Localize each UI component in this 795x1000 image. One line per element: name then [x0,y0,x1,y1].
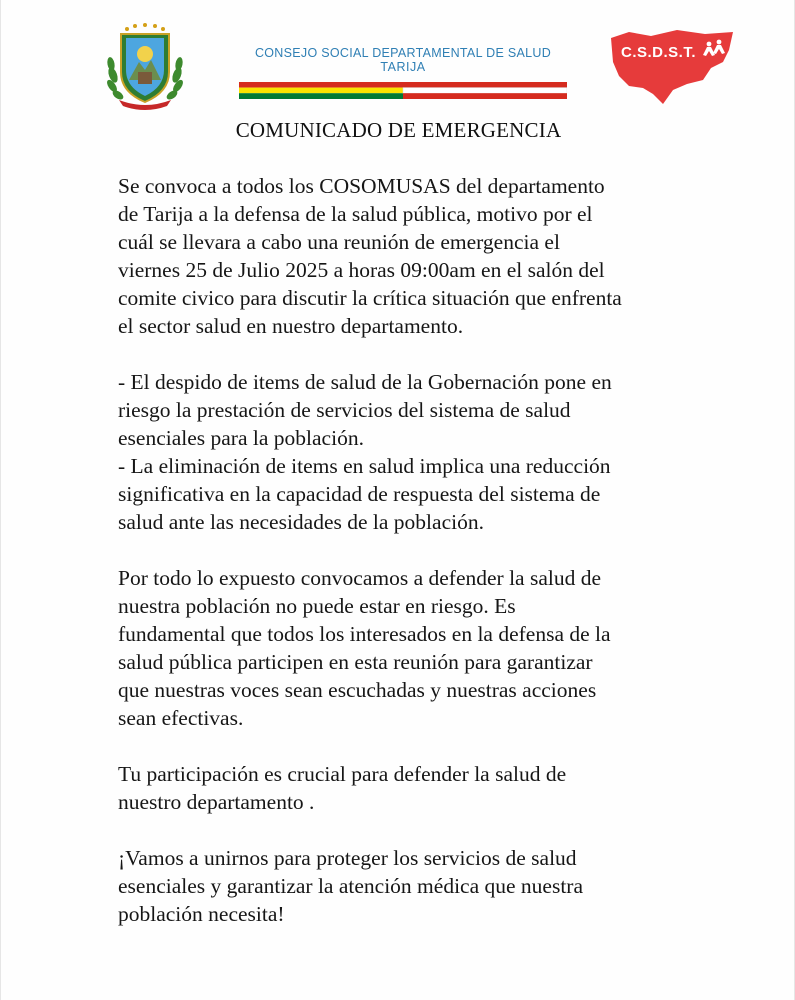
paragraph-point-1: - El despido de items de salud de la Gobernación pone en riesgo la prestación de servicios del sistema de salud esenciales para la población. [118,370,612,450]
paragraph-closing: ¡Vamos a unirnos para proteger los servicios de salud esenciales y garantizar la atención médica que nuestra población necesita! [118,846,584,926]
paragraph-participation: Tu participación es crucial para defender la salud de nuestro departamento . [118,762,567,814]
coat-of-arms-icon [105,20,185,110]
csdst-logo-text: C.S.D.S.T. [621,44,697,61]
paragraph-convocation: Se convoca a todos los COSOMUSAS del departamento de Tarija a la defensa de la salud pública, motivo por el cuál se llevara a cabo una reunión de emergencia el viernes 25 de Julio 2025 a horas 09:00am en el salón del comite civico para discutir la crítica situación que enfrenta el sector salud en nuestro departamento. [118,174,622,338]
organization-name-block [239,46,567,74]
letterhead [1,0,795,112]
csdst-map-logo-icon [607,28,737,106]
paragraph-call-to-defend: Por todo lo expuesto convocamos a defender la salud de nuestra población no puede estar en riesgo. Es fundamental que todos los interesados en la defensa de la salud pública participen en esta reunión para garantizar que nuestras voces sean escuchadas y nuestras acciones sean efectivas. [118,566,611,730]
communique-body [118,172,718,956]
page-title: COMUNICADO DE EMERGENCIA [235,118,562,142]
organization-location: TARIJA [380,60,426,74]
organization-name: CONSEJO SOCIAL DEPARTAMENTAL DE SALUD [254,46,552,60]
paragraph-point-2: - La eliminación de items en salud implica una reducción significativa en la capacidad de respuesta del sistema de salud ante las necesidades de la población. [118,454,611,534]
flag-stripe-bar [239,82,567,99]
